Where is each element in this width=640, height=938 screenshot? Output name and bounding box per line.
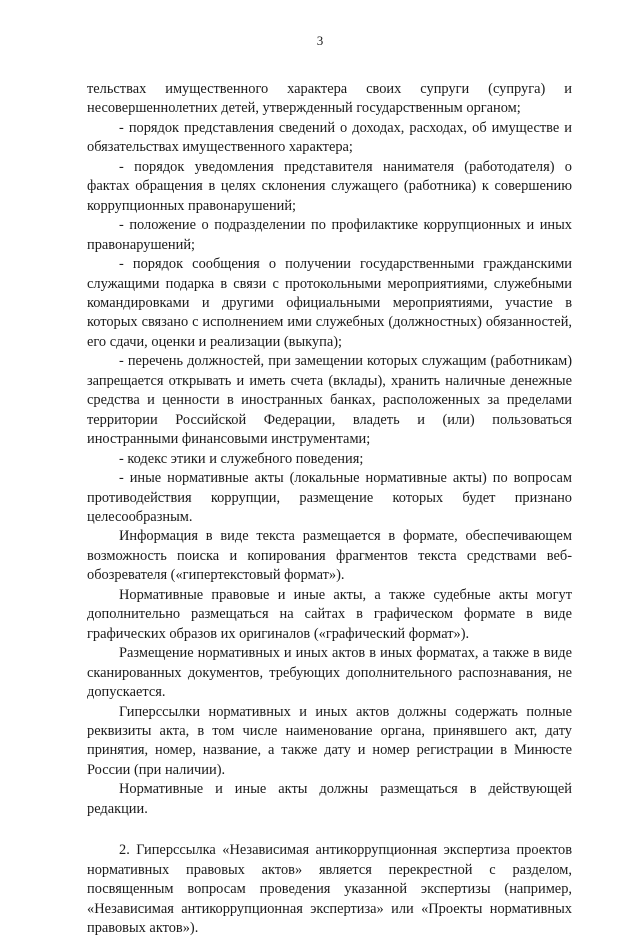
paragraph-hyperlink-requirements: Гиперссылки нормативных и иных актов должны содержать полные реквизиты акта, в том числе наименование органа, принявшего акт, дату принятия, номер, название, а также дату и номер регистрации в Минюсте России (при наличии).	[87, 703, 572, 778]
list-item-other-acts: - иные нормативные акты (локальные нормативные акты) по вопросам противодействия коррупции, размещение которых будет признано целесообразным.	[87, 470, 572, 525]
paragraph-current-edition: Нормативные и иные акты должны размещаться в действующей редакции.	[87, 781, 572, 817]
list-item-gift-reporting: - порядок сообщения о получении государственными гражданскими служащими подарка в связи с протокольными мероприятиями, служебными командировками и другими официальными мероприятиями, участие в которых связано с исполнением ими служебных (должностных) обязанностей, его сдачи, оценки и реализации (выкупа);	[87, 256, 572, 350]
list-item-disclosure-procedure: - порядок представления сведений о доходах, расходах, об имуществе и обязательствах имущественного характера;	[87, 119, 572, 156]
list-item-ethics-code: - кодекс этики и служебного поведения;	[119, 450, 364, 467]
list-item-notification-procedure: - порядок уведомления представителя нанимателя (работодателя) о фактах обращения в целях склонения служащего (работника) к совершению коррупционных правонарушений;	[87, 158, 572, 214]
document-body	[87, 80, 572, 938]
paragraph-other-formats: Размещение нормативных и иных актов в иных форматах, а также в виде сканированных документов, требующих дополнительного распознавания, не допускается.	[87, 645, 572, 701]
paragraph-hypertext-format: Информация в виде текста размещается в формате, обеспечивающем возможность поиска и копирования фрагментов текста средствами веб-обозревателя («гипертекстовый формат»).	[87, 528, 572, 584]
page-number: 3	[316, 33, 324, 48]
paragraph-continuation: тельствах имущественного характера своих супруги (супруга) и несовершеннолетних детей, утвержденный государственным органом;	[87, 81, 572, 117]
list-item-foreign-accounts: - перечень должностей, при замещении которых служащим (работникам) запрещается открывать и иметь счета (вклады), хранить наличные денежные средства и ценности в иностранных банках, расположенных за пределами территории Российской Федерации, владеть и (или) пользоваться иностранными финансовыми инструментами;	[87, 353, 572, 448]
paragraph-section-2: 2. Гиперссылка «Независимая антикоррупционная экспертиза проектов нормативных правовых актов» является перекрестной с разделом, посвященным вопросам проведения указанной экспертизы (например, «Независимая антикоррупционная экспертиза» или «Проекты нормативных правовых актов»).	[87, 842, 572, 937]
paragraph-graphic-format: Нормативные правовые и иные акты, а также судебные акты могут дополнительно размещаться на сайтах в графическом формате в виде графических образов их оригиналов («графический формат»).	[87, 586, 572, 642]
list-item-department-regulation: - положение о подразделении по профилактике коррупционных и иных правонарушений;	[87, 217, 572, 253]
